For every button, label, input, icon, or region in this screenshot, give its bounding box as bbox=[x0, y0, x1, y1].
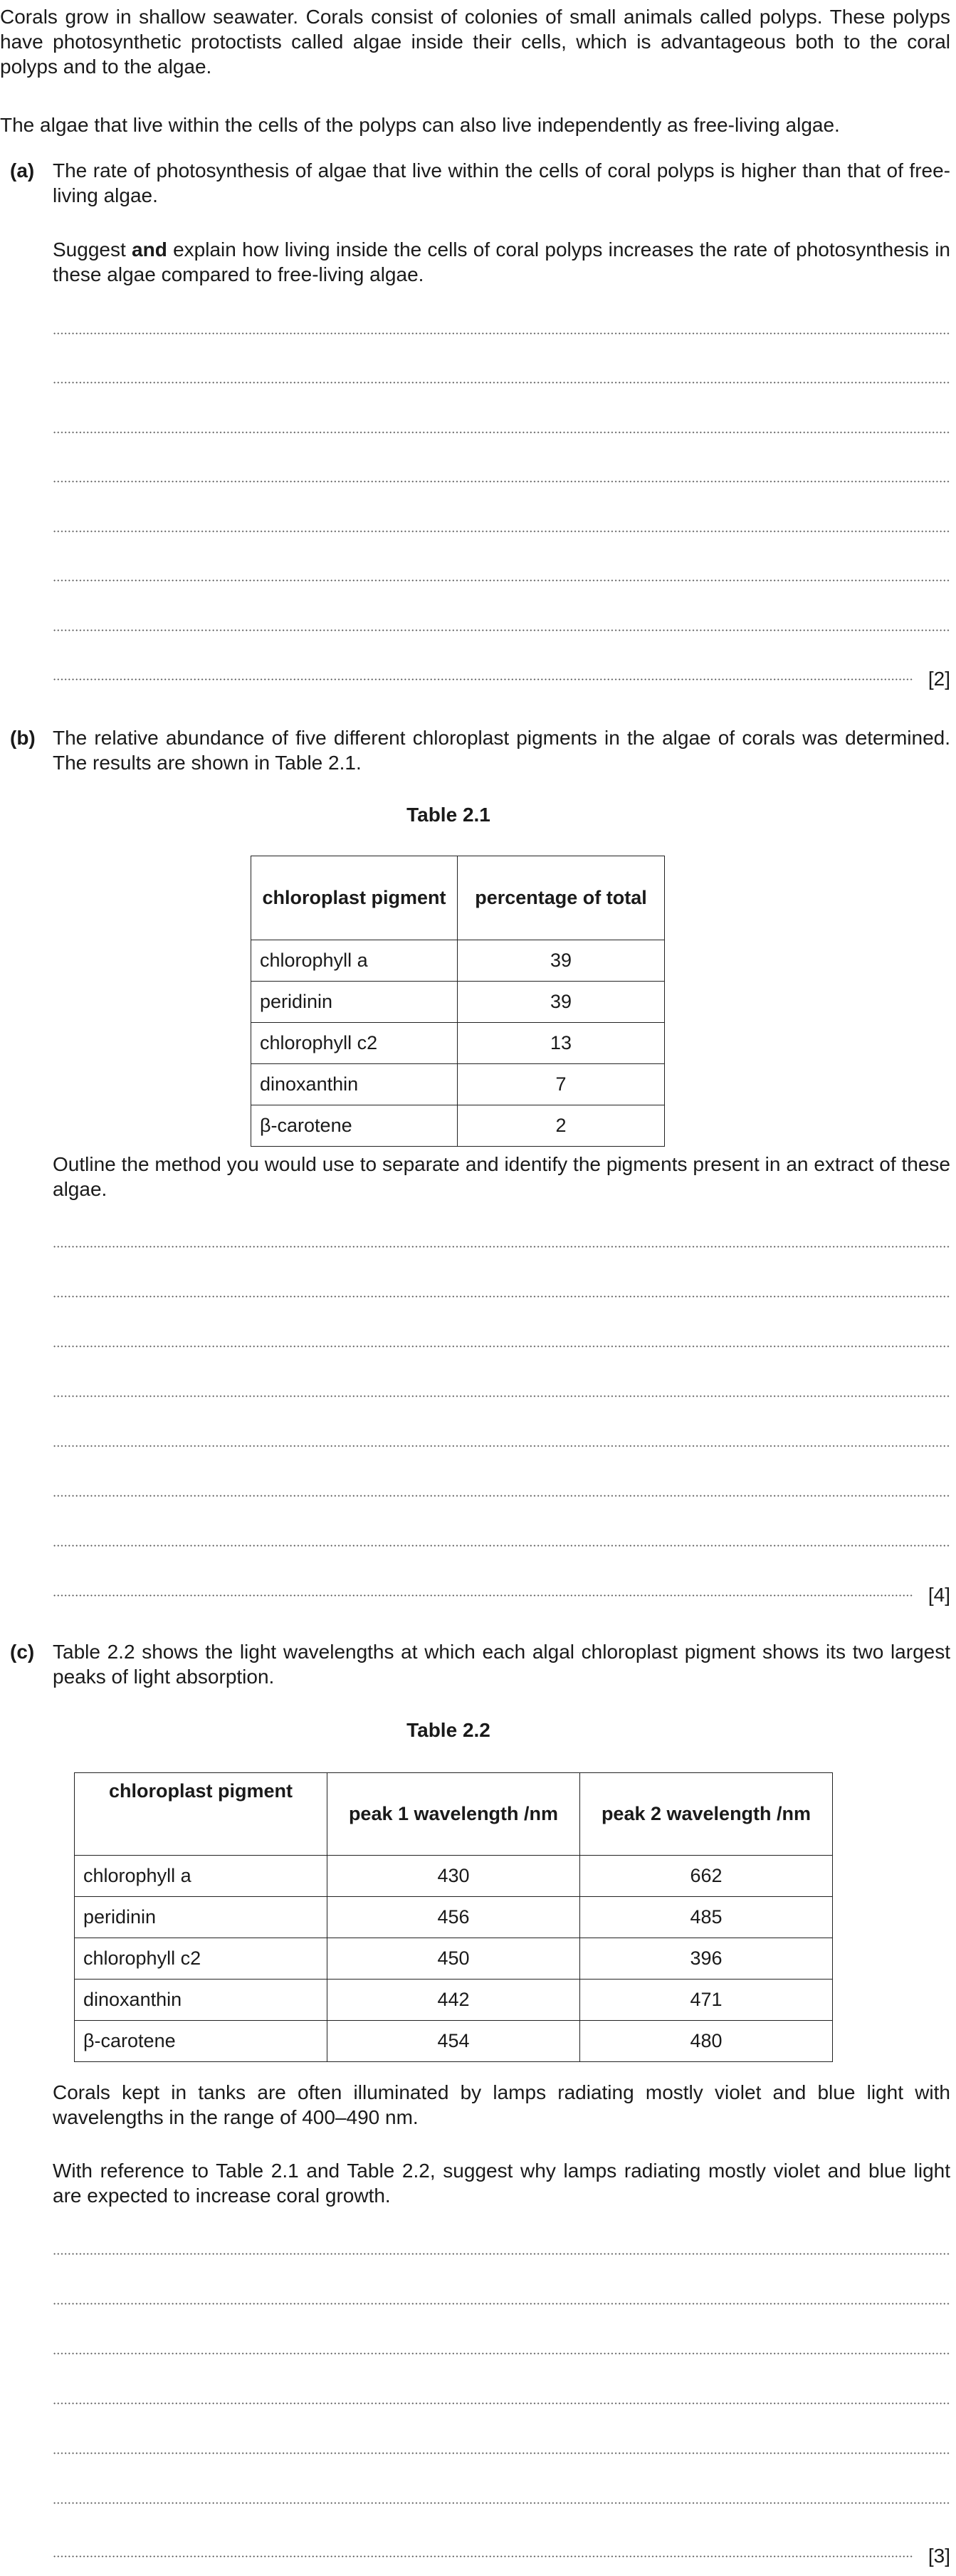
part-c-text-1: Table 2.2 shows the light wavelengths at which each algal chloroplast pigment shows its two largest peaks of light absorption. bbox=[53, 1641, 950, 1688]
table-header-cell: chloroplast pigment bbox=[251, 856, 458, 940]
table-cell: dinoxanthin bbox=[251, 1064, 458, 1105]
answer-line[interactable] bbox=[53, 629, 950, 631]
answer-line[interactable] bbox=[53, 480, 950, 483]
table-cell: 396 bbox=[580, 1938, 833, 1980]
answer-line[interactable] bbox=[53, 2555, 914, 2557]
table-cell: 456 bbox=[327, 1897, 580, 1938]
answer-line[interactable] bbox=[53, 579, 950, 582]
part-b-label: (b) bbox=[10, 727, 36, 749]
table-cell: peridinin bbox=[75, 1897, 327, 1938]
table-cell: 13 bbox=[458, 1023, 665, 1064]
table-row bbox=[75, 1897, 833, 1938]
answer-line[interactable] bbox=[53, 530, 950, 532]
table-header-cell: peak 1 wavelength /nm bbox=[327, 1773, 580, 1856]
answer-line[interactable] bbox=[53, 2402, 950, 2404]
table-cell: dinoxanthin bbox=[75, 1980, 327, 2021]
table-cell: 450 bbox=[327, 1938, 580, 1980]
table-row bbox=[75, 1938, 833, 1980]
table-row bbox=[75, 2021, 833, 2062]
table-2-1-caption: Table 2.1 bbox=[406, 804, 490, 826]
part-b-text-1: The relative abundance of five different chloroplast pigments in the algae of corals was determined. The results are shown in Table 2.1. bbox=[53, 727, 950, 774]
table-header-cell: chloroplast pigment bbox=[75, 1773, 327, 1856]
answer-line[interactable] bbox=[53, 1495, 950, 1497]
answer-line[interactable] bbox=[53, 2303, 950, 2305]
table-row bbox=[251, 1105, 665, 1147]
table-cell: 39 bbox=[458, 940, 665, 982]
answer-line[interactable] bbox=[53, 332, 950, 335]
answer-line[interactable] bbox=[53, 1345, 950, 1347]
part-a-text-1: The rate of photosynthesis of algae that live within the cells of coral polyps is higher than that of free-living algae. bbox=[53, 159, 950, 206]
answer-line[interactable] bbox=[53, 1445, 950, 1447]
table-cell: 39 bbox=[458, 982, 665, 1023]
table-cell: 430 bbox=[327, 1856, 580, 1897]
answer-line[interactable] bbox=[53, 1246, 950, 1248]
part-c-text-3: With reference to Table 2.1 and Table 2.2, suggest why lamps radiating mostly violet and blue light are expected to increase coral growth. bbox=[53, 2160, 950, 2207]
table-header-cell: percentage of total bbox=[458, 856, 665, 940]
answer-line[interactable] bbox=[53, 2502, 950, 2504]
table-header-cell: peak 2 wavelength /nm bbox=[580, 1773, 833, 1856]
answer-line[interactable] bbox=[53, 1594, 914, 1597]
intro-paragraph-2: The algae that live within the cells of the polyps can also live independently as free-living algae. bbox=[0, 114, 840, 136]
answer-line[interactable] bbox=[53, 2352, 950, 2355]
table-cell: chlorophyll a bbox=[75, 1856, 327, 1897]
answer-line[interactable] bbox=[53, 1395, 950, 1397]
table-cell: 485 bbox=[580, 1897, 833, 1938]
part-c-text-2: Corals kept in tanks are often illuminated by lamps radiating mostly violet and blue light with wavelengths in the range of 400–490 nm. bbox=[53, 2081, 950, 2128]
table-cell: 480 bbox=[580, 2021, 833, 2062]
table-2-2 bbox=[74, 1772, 833, 2062]
table-row bbox=[251, 1064, 665, 1105]
table-row bbox=[251, 1023, 665, 1064]
answer-line[interactable] bbox=[53, 431, 950, 433]
answer-line[interactable] bbox=[53, 2452, 950, 2454]
table-cell: β-carotene bbox=[75, 2021, 327, 2062]
table-header-row bbox=[251, 856, 665, 940]
answer-line[interactable] bbox=[53, 382, 950, 384]
table-cell: chlorophyll a bbox=[251, 940, 458, 982]
answer-line[interactable] bbox=[53, 1545, 950, 1547]
table-row bbox=[75, 1856, 833, 1897]
part-a-mark: [2] bbox=[928, 668, 950, 690]
table-cell: chlorophyll c2 bbox=[251, 1023, 458, 1064]
part-b-text-2: Outline the method you would use to separate and identify the pigments present in an extract of these algae. bbox=[53, 1153, 950, 1200]
intro-paragraph-1: Corals grow in shallow seawater. Corals consist of colonies of small animals called polyps. These polyps have photosynthetic protoctists called algae inside their cells, which is advantageous both to the coral polyps and to the algae. bbox=[0, 6, 950, 78]
table-cell: chlorophyll c2 bbox=[75, 1938, 327, 1980]
table-row bbox=[251, 982, 665, 1023]
table-header-row bbox=[75, 1773, 833, 1856]
part-c-label: (c) bbox=[10, 1641, 35, 1663]
table-cell: 442 bbox=[327, 1980, 580, 2021]
table-cell: 7 bbox=[458, 1064, 665, 1105]
table-cell: 662 bbox=[580, 1856, 833, 1897]
table-2-1 bbox=[251, 856, 665, 1147]
part-c-mark: [3] bbox=[928, 2545, 950, 2567]
answer-line[interactable] bbox=[53, 678, 914, 680]
table-row bbox=[251, 940, 665, 982]
table-2-2-caption: Table 2.2 bbox=[406, 1719, 490, 1741]
table-cell: peridinin bbox=[251, 982, 458, 1023]
table-row bbox=[75, 1980, 833, 2021]
part-a-label: (a) bbox=[10, 159, 35, 182]
part-a-text-2: Suggest and explain how living inside the cells of coral polyps increases the rate of photosynthesis in these algae compared to free-living algae. bbox=[53, 238, 950, 285]
table-cell: 454 bbox=[327, 2021, 580, 2062]
part-b-mark: [4] bbox=[928, 1584, 950, 1606]
answer-line[interactable] bbox=[53, 1295, 950, 1298]
table-cell: 471 bbox=[580, 1980, 833, 2021]
table-cell: 2 bbox=[458, 1105, 665, 1147]
answer-line[interactable] bbox=[53, 2253, 950, 2255]
table-cell: β-carotene bbox=[251, 1105, 458, 1147]
